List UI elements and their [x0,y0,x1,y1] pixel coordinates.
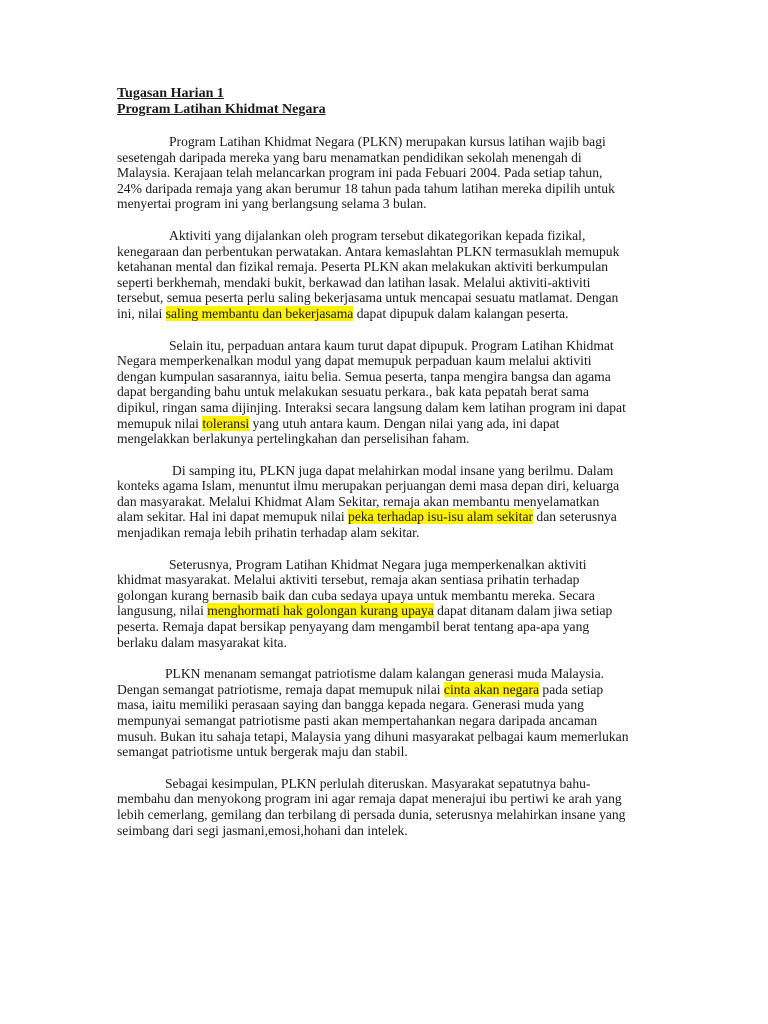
highlighted-text: toleransi [202,415,250,431]
text-line [117,463,657,479]
text-line [117,807,657,823]
highlighted-text: cinta akan negara [443,681,540,697]
text-run: khidmat masyarakat. Melalui aktiviti tersebut, remaja akan sentiasa prihatin terhadap [117,572,580,588]
text-line [117,525,657,541]
text-line [117,478,657,494]
text-run: langusung, nilai [117,603,208,619]
document-body [117,134,657,838]
text-line [117,682,657,698]
text-line [117,776,657,792]
text-line [117,181,657,197]
paragraph [117,228,657,322]
text-run: mempunyai semangat patriotisme pasti akan mempertahankan negara daripada ancaman [117,713,598,728]
text-line [117,557,657,573]
text-line [117,823,657,839]
text-line [117,275,657,291]
paragraph [117,776,657,838]
text-line [117,306,657,322]
document-subtitle: Program Latihan Khidmat Negara [117,102,326,117]
text-line [117,244,657,260]
text-run: masa, iaitu memiliki perasaan saying dan bangga kepada negara. Generasi muda yang [117,697,584,713]
text-run: menyertai program ini yang berlangsung selama 3 bulan. [117,196,427,212]
text-run: dapat berganding bahu untuk melakukan sesuatu perkara., bak kata pepatah berat sama [117,384,589,400]
document-page [117,86,657,838]
paragraph [117,134,657,212]
text-run: Sebagai kesimpulan, PLKN perlulah diteruskan. Masyarakat sepatutnya bahu- [165,775,591,791]
paragraph [117,463,657,541]
text-line [117,228,657,244]
paragraph-gap [117,760,657,776]
text-line [117,431,657,447]
text-line [117,165,657,181]
text-line [117,603,657,619]
text-line [117,353,657,369]
text-line [117,572,657,588]
paragraph-gap [117,212,657,228]
text-run: kenegaraan dan perbentukan perwatakan. Antara kemaslahtan PLKN termasuklah memupuk [117,243,620,259]
highlighted-text: peka terhadap isu-isu alam sekitar [348,509,534,525]
text-line [117,259,657,275]
text-run: alam sekitar. Hal ini dapat memupuk nilai [117,509,349,525]
text-run: Malaysia. Kerajaan telah melancarkan program ini pada Febuari 2004. Pada setiap tahun, [117,165,603,181]
text-run: pada setiap [539,681,604,697]
paragraph-gap [117,541,657,557]
text-line [117,369,657,385]
text-run: golongan kurang bernasib baik dan cuba sedaya upaya untuk membantu mereka. Secara [117,587,595,603]
text-run: mengelakkan berlakunya pertelingkahan dan perselisihan faham. [117,431,470,447]
text-run: dapat dipupuk dalam kalangan peserta. [353,305,569,321]
text-run: Selain itu, perpaduan antara kaum turut dapat dipupuk. Program Latihan Khidmat [169,337,614,353]
text-line [117,400,657,416]
text-line [117,744,657,760]
text-line [117,384,657,400]
text-run: tersebut, semua peserta perlu saling bekerjasama untuk mencapai sesuatu matlamat. Dengan [117,290,619,306]
text-run: musuh. Bukan itu sahaja tetapi, Malaysia yang dihuni masyarakat pelbagai kaum memerlukan [117,728,629,744]
text-run: dapat ditanam dalam jiwa setiap [433,603,613,619]
paragraph-gap [117,447,657,463]
text-run: dan masyarakat. Melalui Khidmat Alam Sekitar, remaja akan membantu menyelamatkan [117,493,600,509]
paragraph [117,338,657,447]
text-run: 24% daripada remaja yang akan berumur 18 tahun pada tahum latihan mereka dipilih untuk [117,180,615,196]
text-run: membahu dan menyokong program ini agar remaja dapat menerajui ibu pertiwi ke arah yang [117,791,622,807]
text-run: dan seterusnya [533,509,617,525]
document-title: Tugasan Harian 1 [117,86,224,101]
text-run: berlaku dalam masyarakat kita. [117,634,287,650]
text-line [117,619,657,635]
text-run: Program Latihan Khidmat Negara (PLKN) merupakan kursus latihan wajib bagi [169,134,606,149]
text-run: dipikul, ringan sama dijinjing. Interaksi secara langsung dalam kem latihan program ini dapat [117,399,626,415]
text-line [117,150,657,166]
text-run: yang utuh antara kaum. Dengan nilai yang ada, ini dapat [249,415,560,431]
text-line [117,416,657,432]
text-line [117,338,657,354]
text-line [117,635,657,651]
text-run: Di samping itu, PLKN juga dapat melahirkan modal insane yang berilmu. Dalam [172,462,614,478]
highlighted-text: menghormati hak golongan kurang upaya [207,603,434,619]
text-line [117,729,657,745]
text-run: seperti berkhemah, mendaki bukit, berkawad dan latihan lasak. Melalui aktiviti-aktiviti [117,274,591,290]
text-run: menjadikan remaja lebih prihatin terhadap alam sekitar. [117,525,420,541]
text-run: Negara memperkenalkan modul yang dapat memupuk perpaduan kaum melalui aktiviti [117,353,592,369]
text-line [117,196,657,212]
text-run: semangat patriotisme untuk bergerak maju dan stabil. [117,744,408,760]
text-run: konteks agama Islam, menuntut ilmu merupakan perjuangan demi masa depan diri, keluarga [117,478,620,494]
text-line [117,697,657,713]
text-line [117,791,657,807]
text-line [117,134,657,150]
text-run: lebih cemerlang, gemilang dan terbilang di persada dunia, seterusnya melahirkan insane yang [117,806,626,822]
text-run: sesetengah daripada mereka yang baru menamatkan pendidikan sekolah menengah di [117,149,582,165]
text-line [117,290,657,306]
text-run: peserta. Remaja dapat bersikap penyayang dam mengambil berat tentang apa-apa yang [117,619,590,635]
paragraph-gap [117,650,657,666]
text-run: ini, nilai [117,305,166,321]
text-run: dengan kumpulan sasarannya, iaitu belia. Semua peserta, tanpa mengira bangsa dan agama [117,368,611,384]
text-line [117,666,657,682]
heading-gap [117,118,657,134]
text-run: memupuk nilai [117,415,203,431]
paragraph-gap [117,322,657,338]
text-run: PLKN menanam semangat patriotisme dalam kalangan generasi muda Malaysia. [165,666,605,682]
text-line [117,588,657,604]
text-run: seimbang dari segi jasmani,emosi,hohani dan intelek. [117,822,408,838]
text-run: Seterusnya, Program Latihan Khidmat Negara juga memperkenalkan aktiviti [169,556,587,572]
text-line [117,494,657,510]
text-run: Dengan semangat patriotisme, remaja dapat memupuk nilai [117,681,444,697]
paragraph [117,666,657,760]
text-line [117,713,657,729]
paragraph [117,557,657,651]
text-run: ketahanan mental dan fizikal remaja. Peserta PLKN akan melakukan aktiviti berkumpulan [117,259,609,275]
text-run: Aktiviti yang dijalankan oleh program tersebut dikategorikan kepada fizikal, [169,227,586,243]
highlighted-text: saling membantu dan bekerjasama [165,305,354,321]
text-line [117,509,657,525]
